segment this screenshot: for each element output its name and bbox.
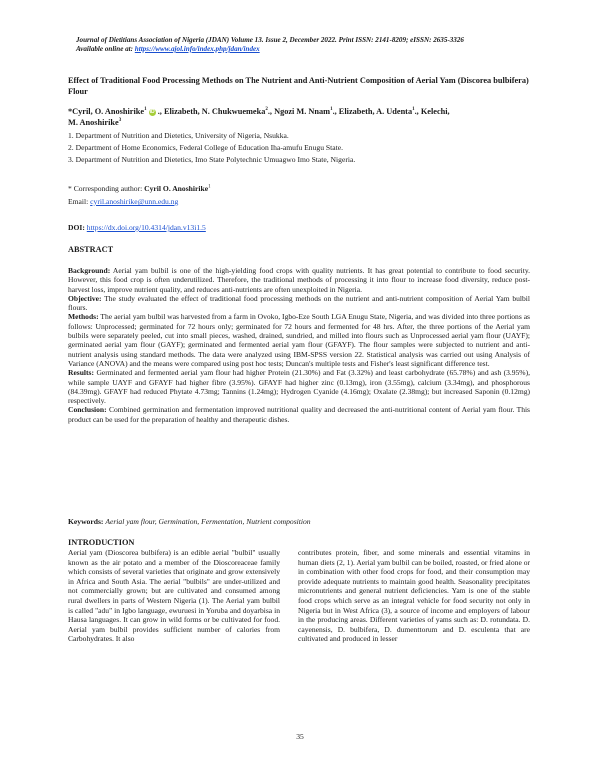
abstract-methods: Methods: The aerial yam bulbil was harvested from a farm in Ovoko, Igbo-Eze South LGA Enugu State, Nigeria, and was divided into three portions as follows: Unprocessed; germinated for 72 hours only; germinated for 72 hours and fermented for 48 hrs. After, the three portions of the Aerial yam bulbils were separately peeled, cut into small pieces, washed, drained, sundried, and milled into flours such as Unprocessed aerial yam flour (UAYF); germinated aerial yam flour (GAYF); germinated and fermented aerial yam flour (GFAYF). The flour samples were subjected to nutrient and anti-nutrient analysis using standard methods. The data were analyzed using IBM-SPSS version 22. Statistical analysis was carried out using Analysis of Variance (ANOVA) and the means were compared using post hoc tests; Duncan's multiple tests and Fisher's least significant difference test. (68, 312, 530, 368)
journal-header (76, 36, 536, 54)
abstract-body (68, 266, 530, 424)
introduction-left-column: Aerial yam (Dioscorea bulbifera) is an edible aerial "bulbil" usually known as the air potato and a member of the Dioscoreaceae family which consists of several varieties that originate and grow extensively in Africa and South Asia. The aerial "bulbils" are under-utilized and not commercially grown; but are cultivated and consumed among rural dwellers in parts of Western Nigeria (1). The Aerial yam bulbil is called "adu" in Igbo language, ewuruesi in Yoruba and doyarbisa in Hausa languages. It can grow in wild forms or be cultivated for food. Aerial yam bulbil provides sufficient number of calories from Carbohydrates. It also (68, 548, 280, 644)
journal-citation: Journal of Dietitians Association of Nigeria (JDAN) Volume 13. Issue 2, December 2022. Print ISSN: 2141-8209; eISSN: 2635-3326 (76, 36, 464, 44)
affiliations (68, 130, 530, 166)
journal-availability: Available online at: https://www.ajol.info/index.php/jdan/index (76, 45, 260, 53)
page-number: 35 (296, 732, 304, 741)
correspondence: * Corresponding author: Cyril O. Anoshirike$^1$ Email: cyril.anoshirike@unn.edu.ng (68, 184, 211, 206)
abstract-objective: Objective: The study evaluated the effect of traditional food processing methods on the nutrient and anti-nutrient composition of Aerial Yam bulbil flours. (68, 293, 530, 313)
introduction-heading: INTRODUCTION (68, 538, 135, 547)
orcid-icon[interactable]: iD (149, 109, 155, 115)
introduction-right-column: contributes protein, fiber, and some minerals and essential vitamins in human diets (2, 1). Aerial yam bulbil can be boiled, roasted, or fried alone or in combination with other food crops for food, and their consumption may provide adequate nutrients to maintain good health. Seasonality precipitates micronutrients and general nutrient deficiencies. Yam is one of the stable food crops which serve as an integral vehicle for food security not only in Nigeria but in West Africa (3), a source of income and employers of labour in the producing areas. Different varieties of yams such as: D. rotundata. D. cayenensis, D. bulbifera, D. dumenttorum and D. esculenta that are cultivated and produced in lesser (298, 548, 530, 644)
affiliation-item: 2. Department of Home Economics, Federal College of Education Iha-amufu Enugu State. (68, 143, 343, 152)
affiliation-item: 1. Department of Nutrition and Dietetics, University of Nigeria, Nsukka. (68, 131, 289, 140)
abstract-background: Background: Aerial yam bulbil is one of the high-yielding food crops with quality nutrients. It has great potential to contribute to food security. However, this food crop is often underutilized. Therefore, the traditional methods of processing it into flour to increase food diversity, reduce post-harvest loss, improve nutrient quality, and reduces anti-nutrients are often unexploited in Nigeria. (68, 266, 530, 294)
email-link[interactable]: cyril.anoshirike@unn.edu.ng (90, 197, 179, 206)
abstract-conclusion: Conclusion: Combined germination and fermentation improved nutritional quality and decreased the anti-nutritional content of Aerial yam flour. This product can be used for the preparation of healthy and therapeutic dishes. (68, 405, 530, 424)
keywords: Keywords: Aerial yam flour, Germination, Fermentation, Nutrient composition (68, 517, 311, 526)
abstract-heading: ABSTRACT (68, 245, 114, 254)
article-title: Effect of Traditional Food Processing Methods on The Nutrient and Anti-Nutrient Composition of Aerial Yam (Discorea bulbifera) Flour (68, 76, 529, 96)
doi-link[interactable]: https://dx.doi.org/10.4314/jdan.v13i1.5 (86, 223, 206, 232)
affiliation-item: 3. Department of Nutrition and Dietetics, Imo State Polytechnic Umuagwo Imo State, Nigeria. (68, 155, 356, 164)
abstract-results: Results: Germinated and fermented aerial yam flour had higher Protein (21.30%) and Fat (3.32%) and least carbohydrate (65.78%) and ash (3.95%), while sample UAYF and GFAYF had higher fibre (3.95%). GFAYF had higher zinc (0.13mg), iron (3.55mg), calcium (3.34mg), and phosphorous (84.39mg). GFAYF had reduced Phytate 4.73mg; Tannins (1.24mg); Hydrogen Cyanide (4.16mg); Oxalate (2.38mg); but increased Saponin (0.12mg) respectively. (68, 368, 530, 406)
corresponding-author-name: Cyril O. Anoshirike (144, 184, 209, 193)
doi: DOI: https://dx.doi.org/10.4314/jdan.v13i1.5 (68, 223, 206, 232)
journal-url-link[interactable]: https://www.ajol.info/index.php/jdan/index (134, 45, 260, 53)
author-list: *Cyril, O. Anoshirike$^1$ iD ., Elizabeth, N. Chukwuemeka$^2$., Ngozi M. Nnam$^1$., Elizabeth, A. Udenta$^1$., Kelechi, M. Anoshirike$^3$ (68, 107, 450, 127)
